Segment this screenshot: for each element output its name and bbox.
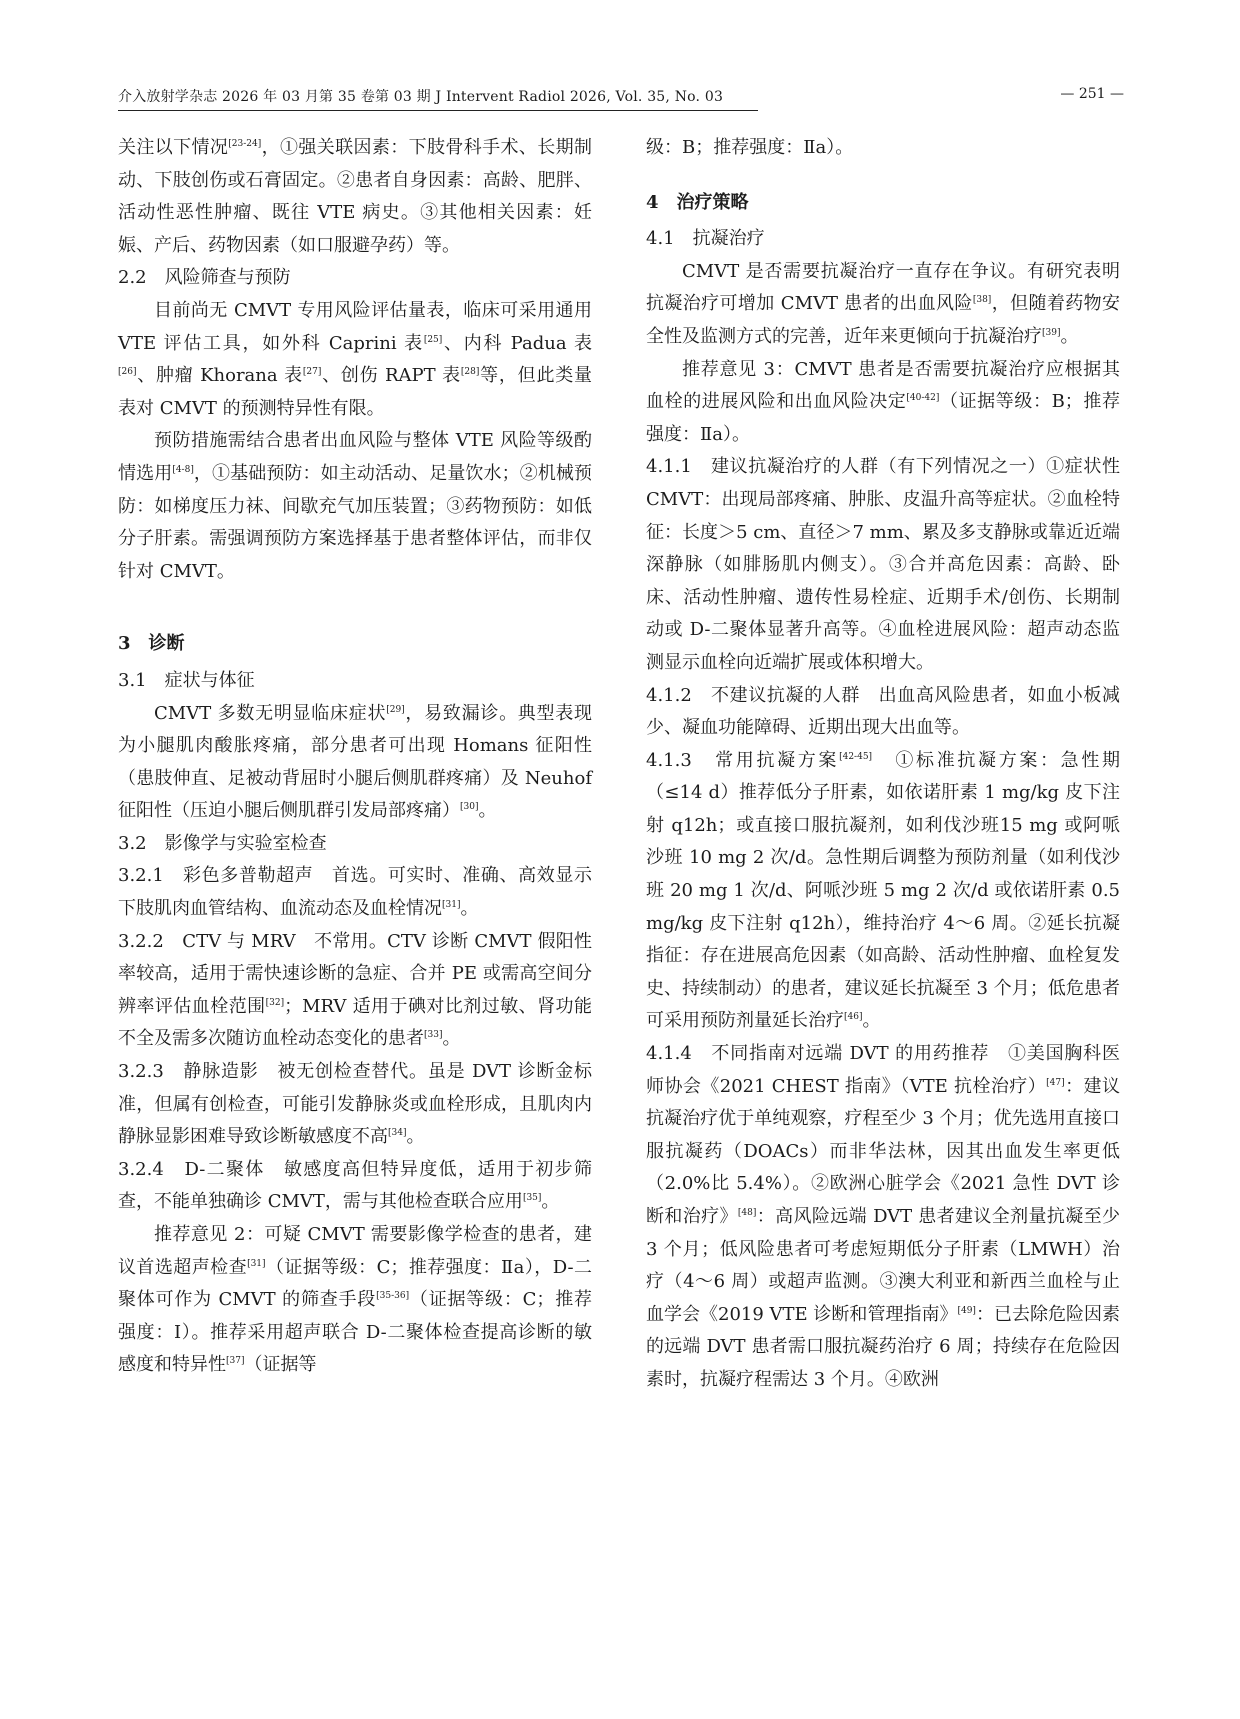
citation: [23-24] [228,139,262,149]
paragraph: 3.2.2 CTV 与 MRV 不常用。CTV 诊断 CMVT 假阳性率较高，适用于需快速诊断的急症、合并 PE 或需高空间分辨率评估血栓范围[32]；MRV 适用于碘对比剂过敏、肾功能不全及需多次随访血栓动态变化的患者[33]。 [118,930,593,1050]
citation: [38] [972,295,992,306]
subsection-heading: 3.1 症状与体征 [118,669,255,691]
paragraph: 4.1.4 不同指南对远端 DVT 的用药推荐 ①美国胸科医师协会《2021 CHEST 指南》（VTE 抗栓治疗）[47]：建议抗凝治疗优于单纯观察，疗程至少 3 个月；优先选用直接口服抗凝药（DOACs）而非华法林，因其出血发生率更低（2.0%比 5.4%）。②欧洲心脏学会《2021 急性 DVT 诊断和治疗》[48]：高风险远端 DVT 患者建议全剂量抗凝至少 3 个月；低风险患者可考虑短期低分子肝素（LMWH）治疗（4～6 周）或超声监测。③澳大利亚和新西兰血栓与止血学会《2019 VTE 诊断和管理指南》[49]：已去除危险因素的远端 DVT 患者需口服抗凝药治疗 6 周；持续存在危险因素时，抗凝疗程需达 3 个月。④欧洲 [646,1043,1121,1390]
citation: [49] [957,1305,976,1316]
paragraph: CMVT 是否需要抗凝治疗一直存在争议。有研究表明抗凝治疗可增加 CMVT 患者的出血风险[38]，但随着药物安全性及监测方式的完善，近年来更倾向于抗凝治疗[39]。 [646,260,1121,347]
left-column [118,132,592,1382]
citation: [39] [1042,327,1061,338]
paragraph: 4.1.3 常用抗凝方案[42-45] ①标准抗凝方案：急性期（≤14 d）推荐低分子肝素，如依诺肝素 1 mg/kg 皮下注射 q12h；或直接口服抗凝剂，如利伐沙班15 mg 或阿哌沙班 10 mg 2 次/d。急性期后调整为预防剂量（如利伐沙班 20 mg 1 次/d、阿哌沙班 5 mg 2 次/d 或依诺肝素 0.5 mg/kg 皮下注射 q12h），维持治疗 4～6 周。②延长抗凝指征：存在进展高危因素（如高龄、活动性肿瘤、血栓复发史、持续制动）的患者，建议延长抗凝至 3 个月；低危患者可采用预防剂量延长治疗[46]。 [646,749,1120,1032]
header-rule [118,110,758,111]
subsection-heading: 2.2 风险筛查与预防 [118,267,291,289]
citation: [4-8] [172,464,194,475]
citation: [30] [460,802,479,813]
citation: [35] [522,1193,542,1204]
paragraph: 推荐意见 2：可疑 CMVT 需要影像学检查的患者，建议首选超声检查[31]（证据等级：C；推荐强度：Ⅱa），D-二聚体可作为 CMVT 的筛查手段[35-36]（证据等级：C；推荐强度：Ⅰ）。推荐采用超声联合 D-二聚体检查提高诊断的敏感度和特异性[37]（证据等 [118,1224,592,1376]
subsection-heading: 3.2 影像学与实验室检查 [118,832,327,854]
paragraph: 4.1.1 建议抗凝治疗的人群（有下列情况之一）①症状性 CMVT：出现局部疼痛、肿胀、皮温升高等症状。②血栓特征：长度＞5 cm、直径＞7 mm、累及多支静脉或靠近近端深静脉（如腓肠肌内侧支）。③合并高危因素：高龄、卧床、活动性肿瘤、遗传性易栓症、近期手术/创伤、长期制动或 D-二聚体显著升高等。④血栓进展风险：超声动态监测显示血栓向近端扩展或体积增大。 [646,456,1120,673]
journal-citation: 介入放射学杂志 2026 年 03 月第 35 卷第 03 期 J Intervent Radiol 2026, Vol. 35, No. 03 [118,89,724,105]
paragraph: 目前尚无 CMVT 专用风险评估量表，临床可采用通用 VTE 评估工具，如外科 Caprini 表[25]、内科 Padua 表[26]、肿瘤 Khorana 表[27]、创伤 RAPT 表[28]等，但此类量表对 CMVT 的预测特异性有限。 [118,299,593,419]
citation: [48] [737,1208,757,1218]
paragraph: CMVT 多数无明显临床症状[29]，易致漏诊。典型表现为小腿肌肉酸胀疼痛，部分患者可出现 Homans 征阳性（患肢伸直、足被动背屈时小腿后侧肌群疼痛）及 Neuhof 征阳性（压迫小腿后侧肌群引发局部疼痛）[30]。 [118,702,592,822]
citation: [46] [844,1012,863,1023]
citation: [25] [423,334,443,345]
paragraph: 3.2.1 彩色多普勒超声 首选。可实时、准确、高效显示下肢肌肉血管结构、血流动态及血栓情况[31]。 [118,865,592,920]
citation: [33] [424,1030,443,1041]
citation: [47] [1046,1077,1065,1088]
right-column [646,132,1120,1397]
citation: [34] [388,1128,407,1139]
section-heading: 3 诊断 [118,633,185,655]
citation: [28] [460,367,480,378]
citation: [40-42] [906,393,940,404]
section-heading: 4 治疗策略 [646,191,749,213]
paragraph: 3.2.4 D-二聚体 敏感度高但特异度低，适用于初步筛查，不能单独确诊 CMVT，需与其他检查联合应用[35]。 [118,1158,592,1213]
citation: [31] [442,900,461,911]
paragraph: 关注以下情况[23-24]，①强关联因素：下肢骨科手术、长期制动、下肢创伤或石膏固定。②患者自身因素：高龄、肥胖、活动性恶性肿瘤、既往 VTE 病史。③其他相关因素：妊娠、产后、药物因素（如口服避孕药）等。 [118,137,593,256]
page-number: — 251 — [1060,86,1124,102]
citation: [27] [302,367,322,378]
citation: [31] [247,1258,266,1269]
citation: [29] [386,704,405,715]
citation: [26] [118,367,137,378]
running-header [118,80,1124,110]
citation: [42-45] [839,751,873,762]
citation: [37] [226,1356,245,1367]
paragraph: 预防措施需结合患者出血风险与整体 VTE 风险等级酌情选用[4-8]，①基础预防：如主动活动、足量饮水；②机械预防：如梯度压力袜、间歇充气加压装置；③药物预防：如低分子肝素。需强调预防方案选择基于患者整体评估，而非仅针对 CMVT。 [118,430,593,582]
paragraph: 4.1.2 不建议抗凝的人群 出血高风险患者，如血小板减少、凝血功能障碍、近期出现大出血等。 [646,684,1120,739]
citation: [32] [265,997,285,1008]
paragraph: 推荐意见 3：CMVT 患者是否需要抗凝治疗应根据其血栓的进展风险和出血风险决定[40-42]（证据等级：B；推荐强度：Ⅱa）。 [646,358,1121,445]
subsection-heading: 4.1 抗凝治疗 [646,228,765,250]
paragraph: 级：B；推荐强度：Ⅱa）。 [646,137,854,158]
citation: [35-36] [376,1291,410,1302]
paragraph: 3.2.3 静脉造影 被无创检查替代。虽是 DVT 诊断金标准，但属有创检查，可能引发静脉炎或血栓形成，且肌肉内静脉显影困难导致诊断敏感度不高[34]。 [118,1061,592,1148]
